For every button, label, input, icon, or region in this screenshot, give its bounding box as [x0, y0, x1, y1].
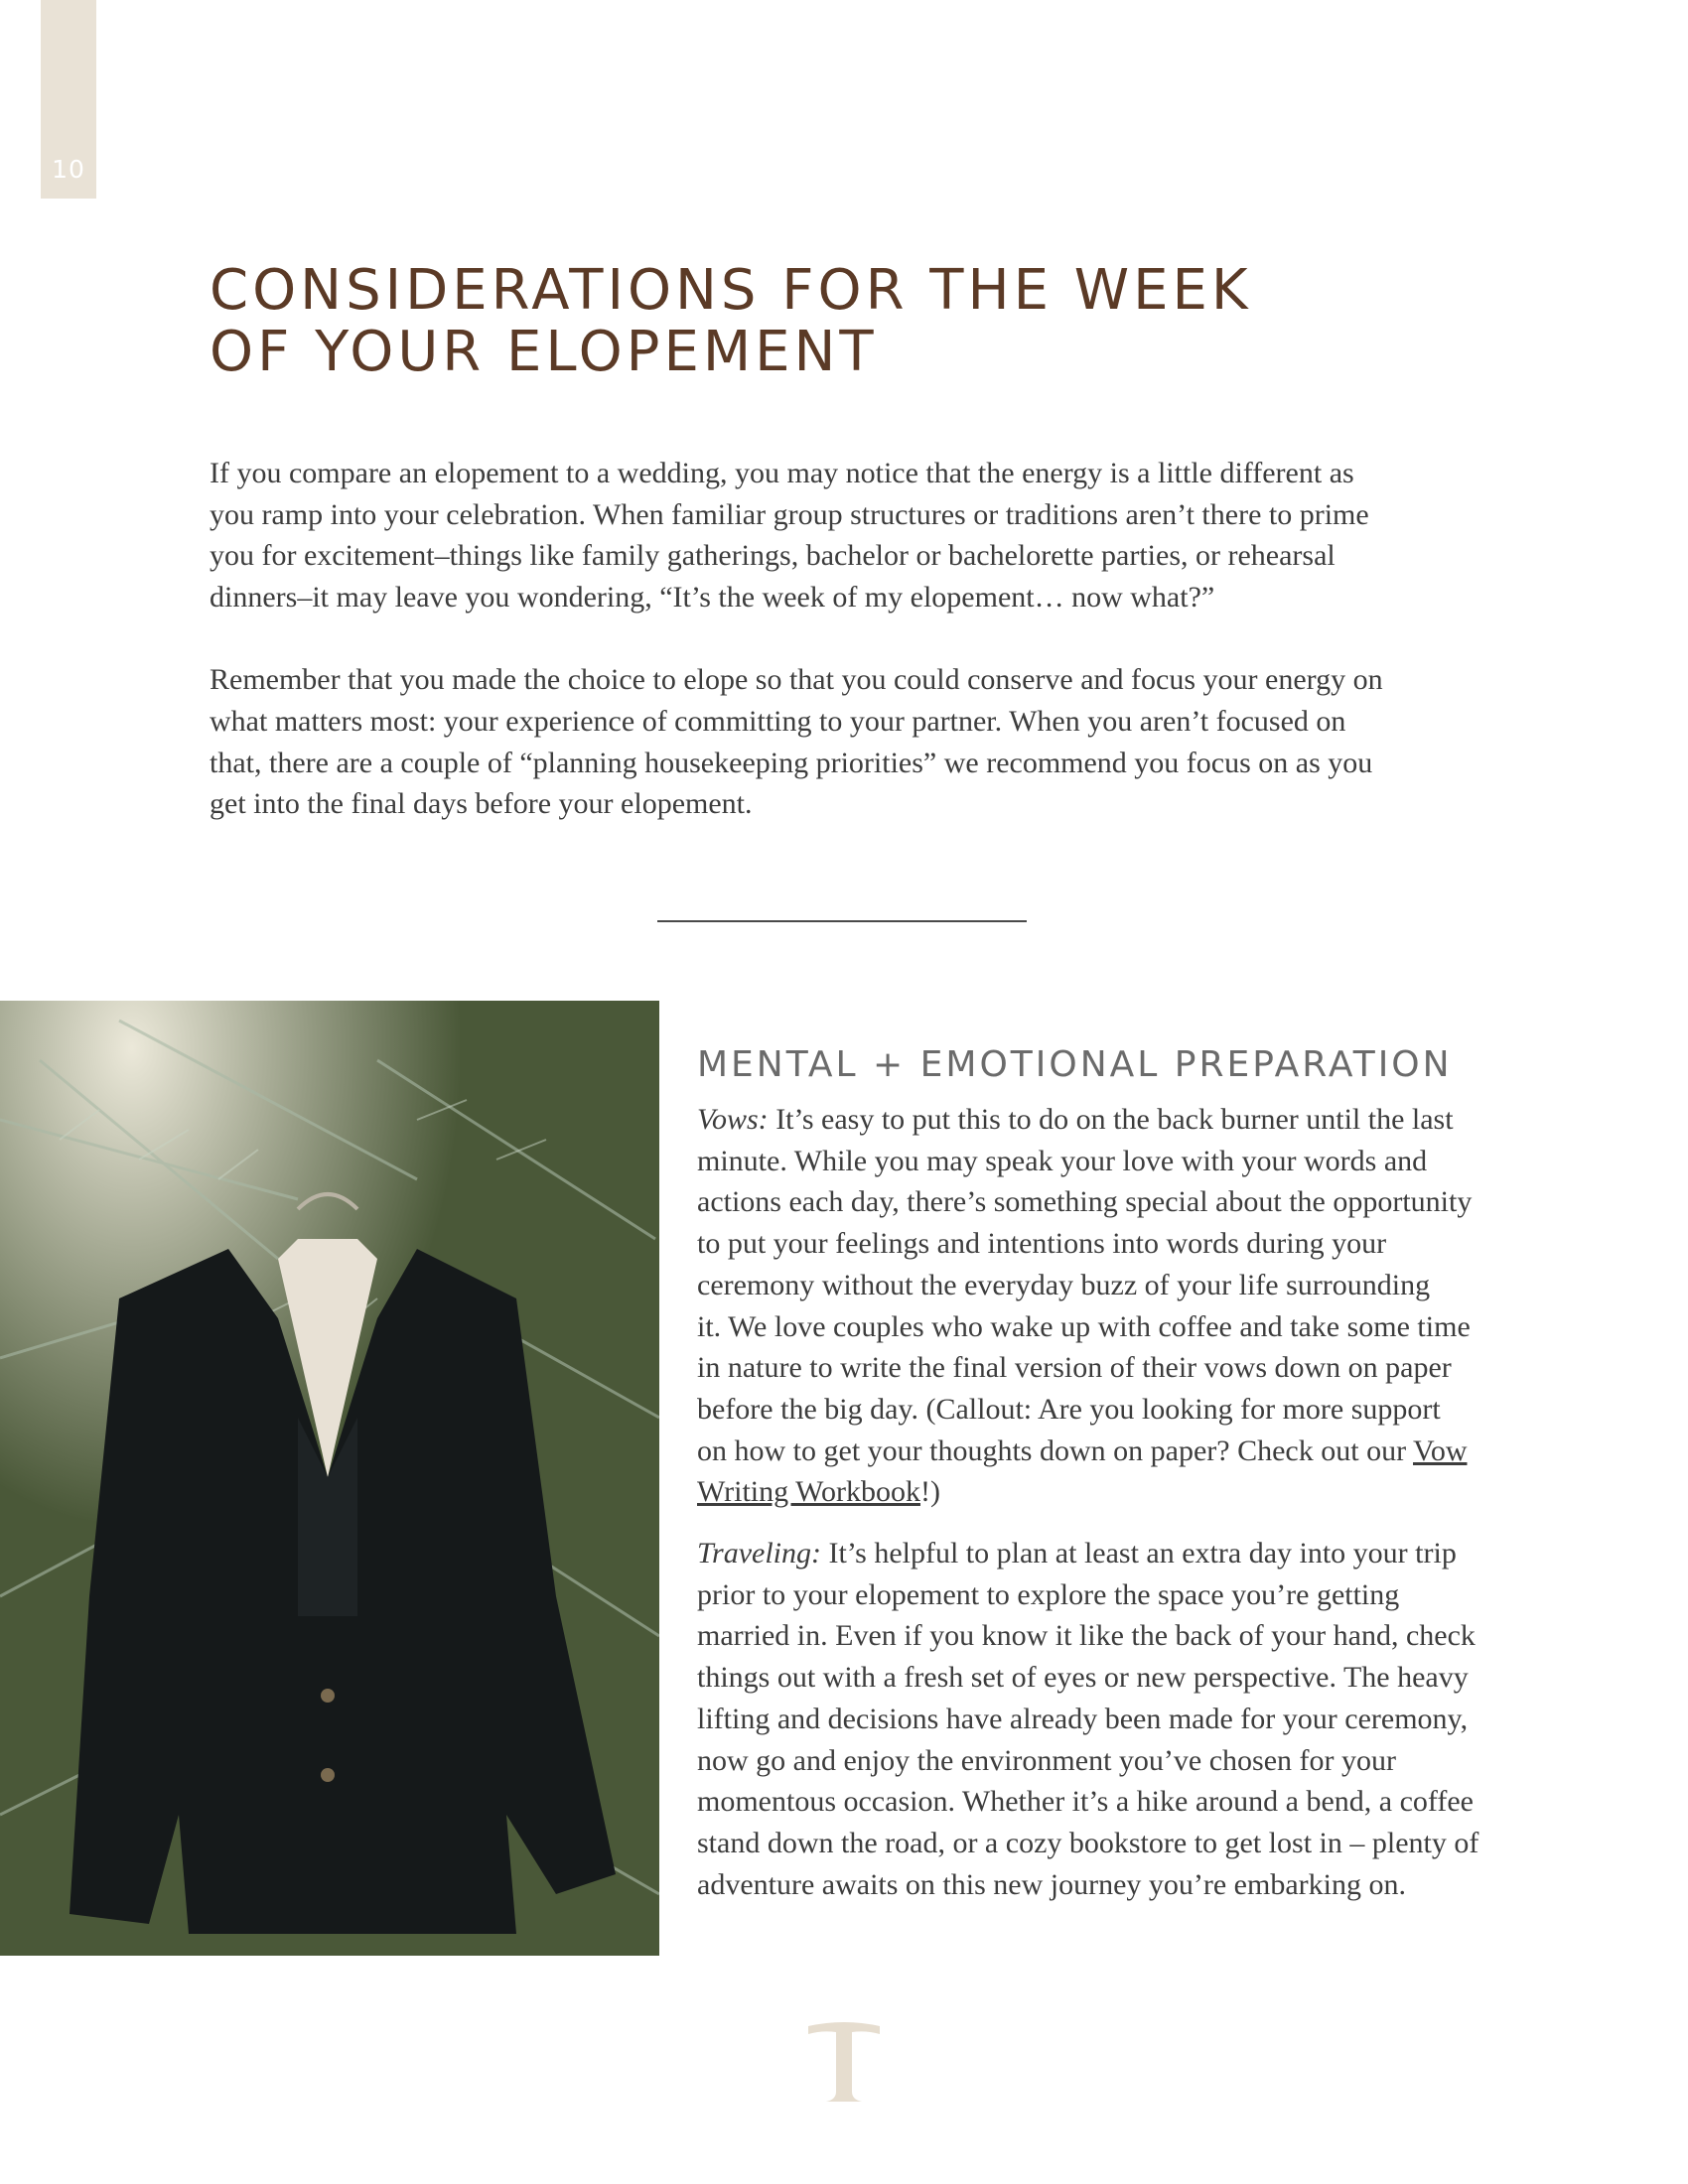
text-line: minute. While you may speak your love with your words and [697, 1144, 1428, 1177]
text-line: you ramp into your celebration. When familiar group structures or traditions aren’t there to prime [210, 497, 1369, 531]
page-number: 10 [52, 155, 85, 184]
section-body [697, 1099, 1571, 1905]
intro-paragraph-2 [210, 659, 1500, 824]
text-line: what matters most: your experience of committing to your partner. When you aren’t focused on [210, 704, 1346, 738]
text-line [697, 1431, 1571, 1472]
text-line [697, 1533, 1571, 1574]
page-title [210, 260, 1500, 383]
title-line-1: CONSIDERATIONS FOR THE WEEK [210, 258, 1252, 323]
text-line: now go and enjoy the environment you’ve chosen for your [697, 1743, 1396, 1777]
vows-paragraph [697, 1099, 1571, 1513]
vows-first-line: It’s easy to put this to do on the back burner until the last [768, 1103, 1454, 1136]
text-line: stand down the road, or a cozy bookstore to get lost in – plenty of [697, 1826, 1479, 1859]
text-line: before the big day. (Callout: Are you looking for more support [697, 1392, 1441, 1426]
text-line: to put your feelings and intentions into words during your [697, 1227, 1387, 1261]
text-line [697, 1471, 1571, 1513]
text-line [697, 1099, 1571, 1141]
text-line: prior to your elopement to explore the space you’re getting [697, 1577, 1400, 1611]
text-line: it. We love couples who wake up with coffee and take some time [697, 1309, 1471, 1343]
text-line: If you compare an elopement to a wedding, you may notice that the energy is a little different as [210, 457, 1354, 489]
text-line: adventure awaits on this new journey you’re embarking on. [697, 1867, 1406, 1901]
text-line: lifting and decisions have already been made for your ceremony, [697, 1702, 1469, 1735]
text-line: you for excitement–things like family gatherings, bachelor or bachelorette parties, or rehearsal [210, 539, 1336, 573]
text-line: ceremony without the everyday buzz of your life surrounding [697, 1268, 1431, 1301]
text-line: Remember that you made the choice to elope so that you could conserve and focus your energy on [210, 663, 1383, 697]
text-line: in nature to write the final version of their vows down on paper [697, 1351, 1452, 1385]
traveling-first-line: It’s helpful to plan at least an extra day into your trip [821, 1537, 1457, 1570]
text-line: momentous occasion. Whether it’s a hike around a bend, a coffee [697, 1785, 1474, 1819]
intro-text [210, 453, 1500, 867]
vow-workbook-link-part-1[interactable]: Vow [1413, 1433, 1468, 1467]
intro-paragraph-1 [210, 453, 1500, 617]
vow-workbook-link-part-2[interactable]: Writing Workbook [697, 1475, 920, 1509]
mental-emotional-section [697, 1044, 1571, 1925]
traveling-lead: Traveling: [697, 1537, 821, 1570]
text-line: get into the final days before your elopement. [210, 787, 753, 821]
t-monogram-logo [804, 2020, 884, 2105]
text-line: things out with a fresh set of eyes or new perspective. The heavy [697, 1661, 1469, 1695]
photo-illustration [0, 1001, 659, 1956]
link-prefix: on how to get your thoughts down on paper? Check out our [697, 1433, 1414, 1467]
text-line: that, there are a couple of “planning housekeeping priorities” we recommend you focus on as you [210, 746, 1373, 779]
text-line: dinners–it may leave you wondering, “It’s the week of my elopement… now what?” [210, 580, 1215, 614]
vows-lead: Vows: [697, 1103, 769, 1136]
title-line-2: OF YOUR ELOPEMENT [210, 320, 878, 384]
section-heading: MENTAL + EMOTIONAL PREPARATION [697, 1044, 1453, 1085]
link-suffix: !) [919, 1475, 940, 1509]
text-line: actions each day, there’s something special about the opportunity [697, 1185, 1473, 1219]
section-divider [657, 920, 1027, 922]
traveling-paragraph [697, 1533, 1571, 1905]
text-line: married in. Even if you know it like the back of your hand, check [697, 1619, 1476, 1653]
suit-jacket-photo [0, 1001, 659, 1956]
